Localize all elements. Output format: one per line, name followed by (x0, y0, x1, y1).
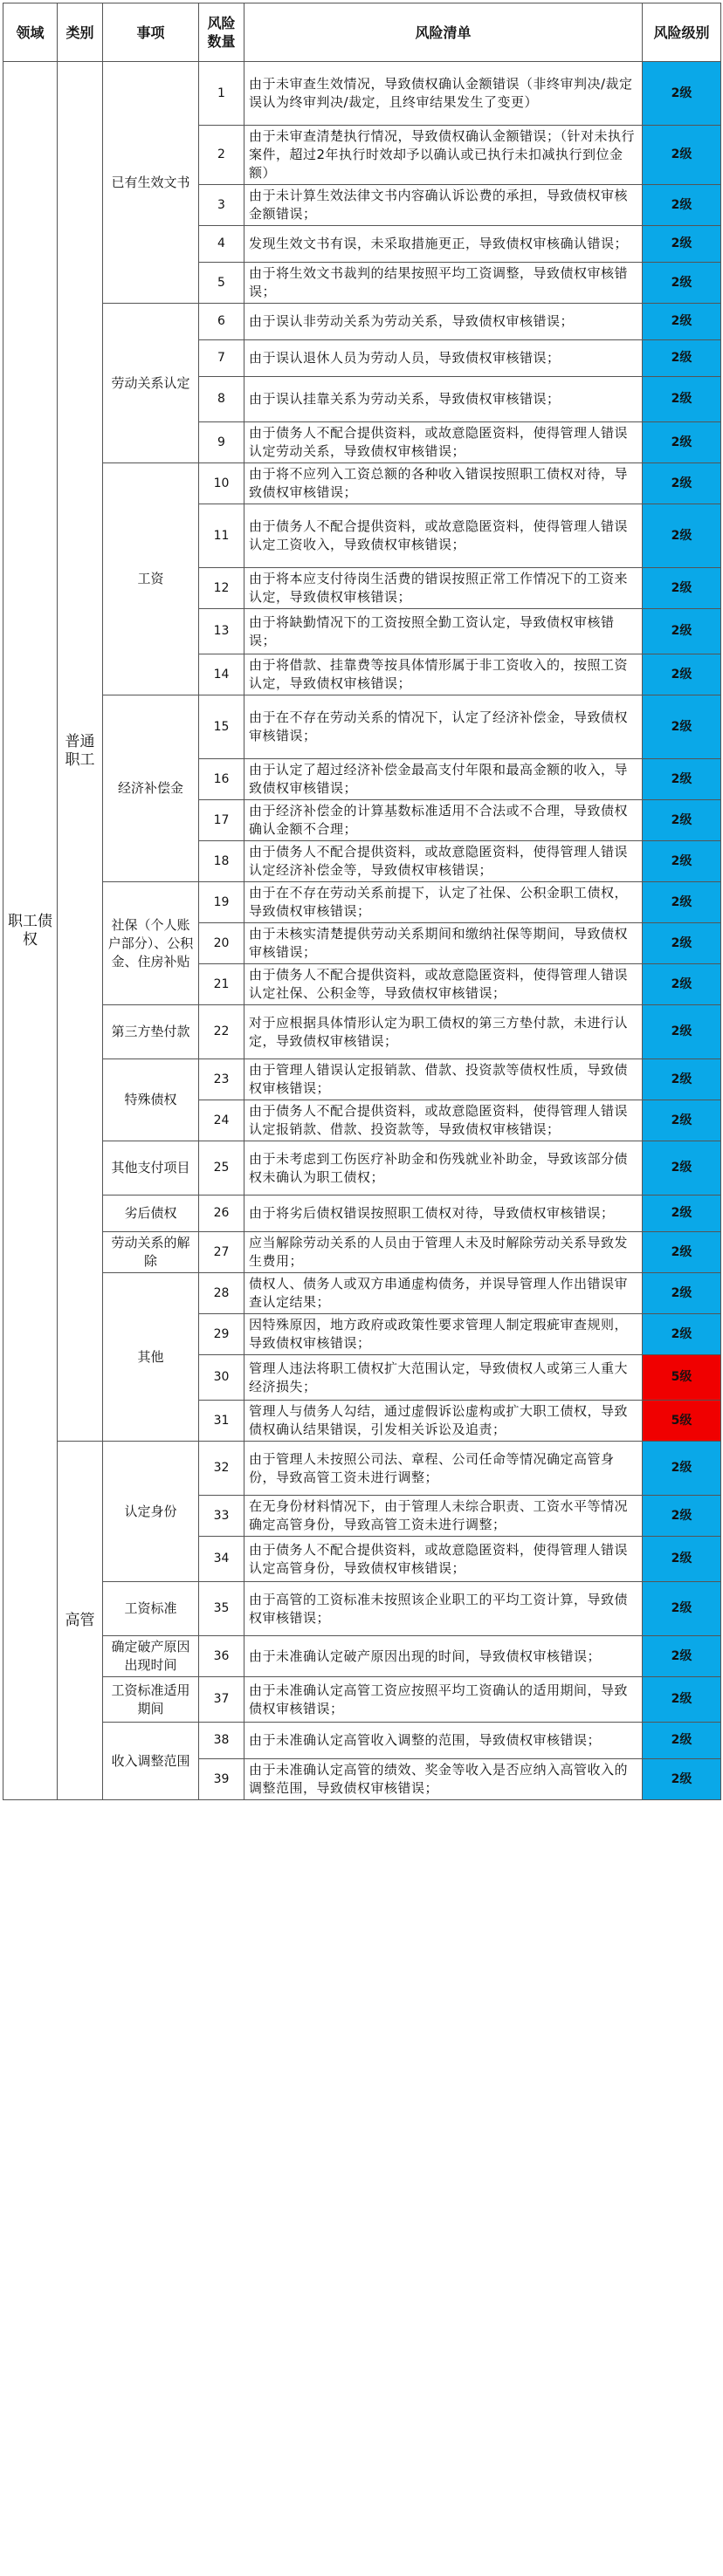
risk-description: 由于未计算生效法律文书内容确认诉讼费的承担，导致债权审核金额错误； (244, 185, 643, 226)
risk-description: 由于在不存在劳动关系前提下，认定了社保、公积金职工债权，导致债权审核错误； (244, 882, 643, 923)
risk-number: 27 (199, 1232, 244, 1273)
item-cell: 劳动关系认定 (103, 304, 199, 463)
risk-number: 35 (199, 1582, 244, 1636)
risk-description: 应当解除劳动关系的人员由于管理人未及时解除劳动关系导致发生费用； (244, 1232, 643, 1273)
risk-description: 管理人与债务人勾结，通过虚假诉讼虚构或扩大职工债权，导致债权确认结果错误，引发相关诉讼及追责； (244, 1401, 643, 1442)
risk-level-badge: 2级 (643, 1196, 721, 1232)
risk-number: 38 (199, 1723, 244, 1759)
risk-level-badge: 2级 (643, 185, 721, 226)
risk-level-badge: 2级 (643, 1005, 721, 1059)
risk-level-badge: 2级 (643, 340, 721, 377)
risk-number: 39 (199, 1759, 244, 1800)
risk-number: 21 (199, 964, 244, 1005)
table-row (3, 695, 721, 759)
risk-level-badge: 2级 (643, 1314, 721, 1355)
risk-description: 由于将缺勤情况下的工资按照全勤工资认定，导致债权审核错误； (244, 609, 643, 654)
risk-number: 5 (199, 263, 244, 304)
risk-description: 发现生效文书有误，未采取措施更正，导致债权审核确认错误； (244, 226, 643, 263)
risk-level-badge: 2级 (643, 62, 721, 126)
risk-level-badge: 5级 (643, 1401, 721, 1442)
risk-description: 由于未准确认定高管的绩效、奖金等收入是否应纳入高管收入的调整范围，导致债权审核错误； (244, 1759, 643, 1800)
risk-number: 25 (199, 1141, 244, 1196)
risk-table (3, 3, 721, 1800)
risk-level-badge: 2级 (643, 1759, 721, 1800)
risk-number: 36 (199, 1636, 244, 1677)
header-risk-count: 风险数量 (199, 3, 244, 62)
category-cell: 普通职工 (58, 62, 103, 1442)
table-row (3, 62, 721, 126)
risk-level-badge: 2级 (643, 1496, 721, 1537)
risk-number: 22 (199, 1005, 244, 1059)
risk-level-badge: 2级 (643, 882, 721, 923)
risk-level-badge: 2级 (643, 1537, 721, 1582)
risk-number: 11 (199, 504, 244, 568)
risk-number: 8 (199, 377, 244, 422)
risk-description: 由于将生效文书裁判的结果按照平均工资调整，导致债权审核错误； (244, 263, 643, 304)
item-cell: 收入调整范围 (103, 1723, 199, 1800)
risk-level-badge: 2级 (643, 126, 721, 185)
table-row (3, 1723, 721, 1759)
risk-level-badge: 2级 (643, 1582, 721, 1636)
item-cell: 其他 (103, 1273, 199, 1442)
risk-description: 由于债务人不配合提供资料，或故意隐匿资料，使得管理人错误认定报销款、借款、投资款等，导致债权审核错误； (244, 1100, 643, 1141)
risk-level-badge: 2级 (643, 759, 721, 800)
risk-number: 10 (199, 463, 244, 504)
risk-description: 由于债务人不配合提供资料，或故意隐匿资料，使得管理人错误认定高管身份，导致债权审核错误； (244, 1537, 643, 1582)
risk-description: 由于债务人不配合提供资料，或故意隐匿资料，使得管理人错误认定工资收入，导致债权审核错误； (244, 504, 643, 568)
risk-description: 由于将劣后债权错误按照职工债权对待，导致债权审核错误； (244, 1196, 643, 1232)
risk-level-badge: 2级 (643, 263, 721, 304)
risk-number: 34 (199, 1537, 244, 1582)
header-item: 事项 (103, 3, 199, 62)
risk-level-badge: 2级 (643, 1636, 721, 1677)
header-risk-level: 风险级别 (643, 3, 721, 62)
item-cell: 劳动关系的解除 (103, 1232, 199, 1273)
risk-level-badge: 2级 (643, 841, 721, 882)
item-cell: 劣后债权 (103, 1196, 199, 1232)
risk-number: 23 (199, 1059, 244, 1100)
table-row (3, 1141, 721, 1196)
risk-number: 1 (199, 62, 244, 126)
risk-description: 由于债务人不配合提供资料，或故意隐匿资料，使得管理人错误认定劳动关系，导致债权审核错误； (244, 422, 643, 463)
risk-level-badge: 2级 (643, 377, 721, 422)
header-risk-list: 风险清单 (244, 3, 643, 62)
item-cell: 确定破产原因出现时间 (103, 1636, 199, 1677)
risk-level-badge: 2级 (643, 654, 721, 695)
item-cell: 特殊债权 (103, 1059, 199, 1141)
risk-level-badge: 5级 (643, 1355, 721, 1401)
risk-description: 由于将借款、挂靠费等按具体情形属于非工资收入的，按照工资认定，导致债权审核错误； (244, 654, 643, 695)
risk-number: 29 (199, 1314, 244, 1355)
risk-number: 20 (199, 923, 244, 964)
risk-level-badge: 2级 (643, 226, 721, 263)
table-row (3, 882, 721, 923)
risk-description: 由于未审查生效情况，导致债权确认金额错误（非终审判决/裁定误认为终审判决/裁定，且终审结果发生了变更） (244, 62, 643, 126)
risk-level-badge: 2级 (643, 1141, 721, 1196)
table-row (3, 304, 721, 340)
risk-number: 17 (199, 800, 244, 841)
risk-number: 4 (199, 226, 244, 263)
item-cell: 认定身份 (103, 1442, 199, 1582)
risk-description: 由于经济补偿金的计算基数标准适用不合法或不合理，导致债权确认金额不合理； (244, 800, 643, 841)
risk-description: 由于误认退休人员为劳动人员，导致债权审核错误； (244, 340, 643, 377)
risk-description: 由于误认非劳动关系为劳动关系，导致债权审核错误； (244, 304, 643, 340)
risk-description: 债权人、债务人或双方串通虚构债务，并误导管理人作出错误审查认定结果； (244, 1273, 643, 1314)
risk-number: 9 (199, 422, 244, 463)
risk-number: 16 (199, 759, 244, 800)
risk-level-badge: 2级 (643, 1273, 721, 1314)
risk-level-badge: 2级 (643, 1723, 721, 1759)
table-row (3, 1005, 721, 1059)
risk-level-badge: 2级 (643, 1059, 721, 1100)
table-row (3, 1232, 721, 1273)
risk-number: 2 (199, 126, 244, 185)
header-category: 类别 (58, 3, 103, 62)
risk-number: 24 (199, 1100, 244, 1141)
risk-description: 由于管理人未按照公司法、章程、公司任命等情况确定高管身份，导致高管工资未进行调整； (244, 1442, 643, 1496)
item-cell: 工资 (103, 463, 199, 695)
risk-number: 6 (199, 304, 244, 340)
risk-level-badge: 2级 (643, 1442, 721, 1496)
table-row (3, 1636, 721, 1677)
table-row (3, 1273, 721, 1314)
risk-number: 3 (199, 185, 244, 226)
table-row (3, 1582, 721, 1636)
risk-number: 31 (199, 1401, 244, 1442)
risk-description: 由于高管的工资标准未按照该企业职工的平均工资计算，导致债权审核错误； (244, 1582, 643, 1636)
item-cell: 经济补偿金 (103, 695, 199, 882)
risk-description: 由于债务人不配合提供资料，或故意隐匿资料，使得管理人错误认定社保、公积金等，导致债权审核错误； (244, 964, 643, 1005)
risk-description: 由于未审查清楚执行情况，导致债权确认金额错误；（针对未执行案件，超过2年执行时效却予以确认或已执行未扣减执行到位金额） (244, 126, 643, 185)
risk-level-badge: 2级 (643, 568, 721, 609)
risk-description: 管理人违法将职工债权扩大范围认定，导致债权人或第三人重大经济损失； (244, 1355, 643, 1401)
risk-level-badge: 2级 (643, 964, 721, 1005)
item-cell: 工资标准 (103, 1582, 199, 1636)
risk-number: 37 (199, 1677, 244, 1723)
risk-number: 13 (199, 609, 244, 654)
risk-description: 由于未考虑到工伤医疗补助金和伤残就业补助金，导致该部分债权未确认为职工债权； (244, 1141, 643, 1196)
risk-number: 15 (199, 695, 244, 759)
risk-number: 12 (199, 568, 244, 609)
risk-level-badge: 2级 (643, 609, 721, 654)
item-cell: 第三方垫付款 (103, 1005, 199, 1059)
risk-number: 28 (199, 1273, 244, 1314)
risk-description: 因特殊原因，地方政府或政策性要求管理人制定瑕疵审查规则，导致债权审核错误； (244, 1314, 643, 1355)
risk-level-badge: 2级 (643, 504, 721, 568)
item-cell: 其他支付项目 (103, 1141, 199, 1196)
table-row (3, 463, 721, 504)
risk-description: 由于未准确认定高管工资应按照平均工资确认的适用期间，导致债权审核错误； (244, 1677, 643, 1723)
risk-number: 26 (199, 1196, 244, 1232)
risk-level-badge: 2级 (643, 1100, 721, 1141)
item-cell: 已有生效文书 (103, 62, 199, 304)
risk-number: 30 (199, 1355, 244, 1401)
category-cell: 高管 (58, 1442, 103, 1800)
risk-description: 由于认定了超过经济补偿金最高支付年限和最高金额的收入，导致债权审核错误； (244, 759, 643, 800)
risk-level-badge: 2级 (643, 800, 721, 841)
risk-level-badge: 2级 (643, 304, 721, 340)
risk-description: 由于在不存在劳动关系的情况下，认定了经济补偿金，导致债权审核错误； (244, 695, 643, 759)
risk-number: 7 (199, 340, 244, 377)
risk-level-badge: 2级 (643, 695, 721, 759)
risk-level-badge: 2级 (643, 1677, 721, 1723)
risk-number: 18 (199, 841, 244, 882)
domain-cell: 职工债权 (3, 62, 58, 1800)
header-domain: 领域 (3, 3, 58, 62)
risk-level-badge: 2级 (643, 422, 721, 463)
risk-number: 19 (199, 882, 244, 923)
risk-description: 由于将不应列入工资总额的各种收入错误按照职工债权对待，导致债权审核错误； (244, 463, 643, 504)
risk-level-badge: 2级 (643, 463, 721, 504)
risk-number: 33 (199, 1496, 244, 1537)
item-cell: 社保（个人账户部分）、公积金、住房补贴 (103, 882, 199, 1005)
risk-description: 对于应根据具体情形认定为职工债权的第三方垫付款，未进行认定，导致债权审核错误； (244, 1005, 643, 1059)
risk-level-badge: 2级 (643, 1232, 721, 1273)
header-row (3, 3, 721, 62)
table-row (3, 1442, 721, 1496)
risk-description: 由于债务人不配合提供资料，或故意隐匿资料，使得管理人错误认定经济补偿金等，导致债权审核错误； (244, 841, 643, 882)
risk-number: 32 (199, 1442, 244, 1496)
table-row (3, 1196, 721, 1232)
table-row (3, 1059, 721, 1100)
risk-description: 由于管理人错误认定报销款、借款、投资款等债权性质，导致债权审核错误； (244, 1059, 643, 1100)
table-row (3, 1677, 721, 1723)
item-cell: 工资标准适用期间 (103, 1677, 199, 1723)
risk-level-badge: 2级 (643, 923, 721, 964)
risk-description: 在无身份材料情况下，由于管理人未综合职责、工资水平等情况确定高管身份，导致高管工资未进行调整； (244, 1496, 643, 1537)
risk-description: 由于误认挂靠关系为劳动关系，导致债权审核错误； (244, 377, 643, 422)
risk-description: 由于未准确认定破产原因出现的时间，导致债权审核错误； (244, 1636, 643, 1677)
risk-description: 由于未核实清楚提供劳动关系期间和缴纳社保等期间，导致债权审核错误； (244, 923, 643, 964)
risk-number: 14 (199, 654, 244, 695)
risk-description: 由于未准确认定高管收入调整的范围，导致债权审核错误； (244, 1723, 643, 1759)
risk-description: 由于将本应支付待岗生活费的错误按照正常工作情况下的工资来认定，导致债权审核错误； (244, 568, 643, 609)
